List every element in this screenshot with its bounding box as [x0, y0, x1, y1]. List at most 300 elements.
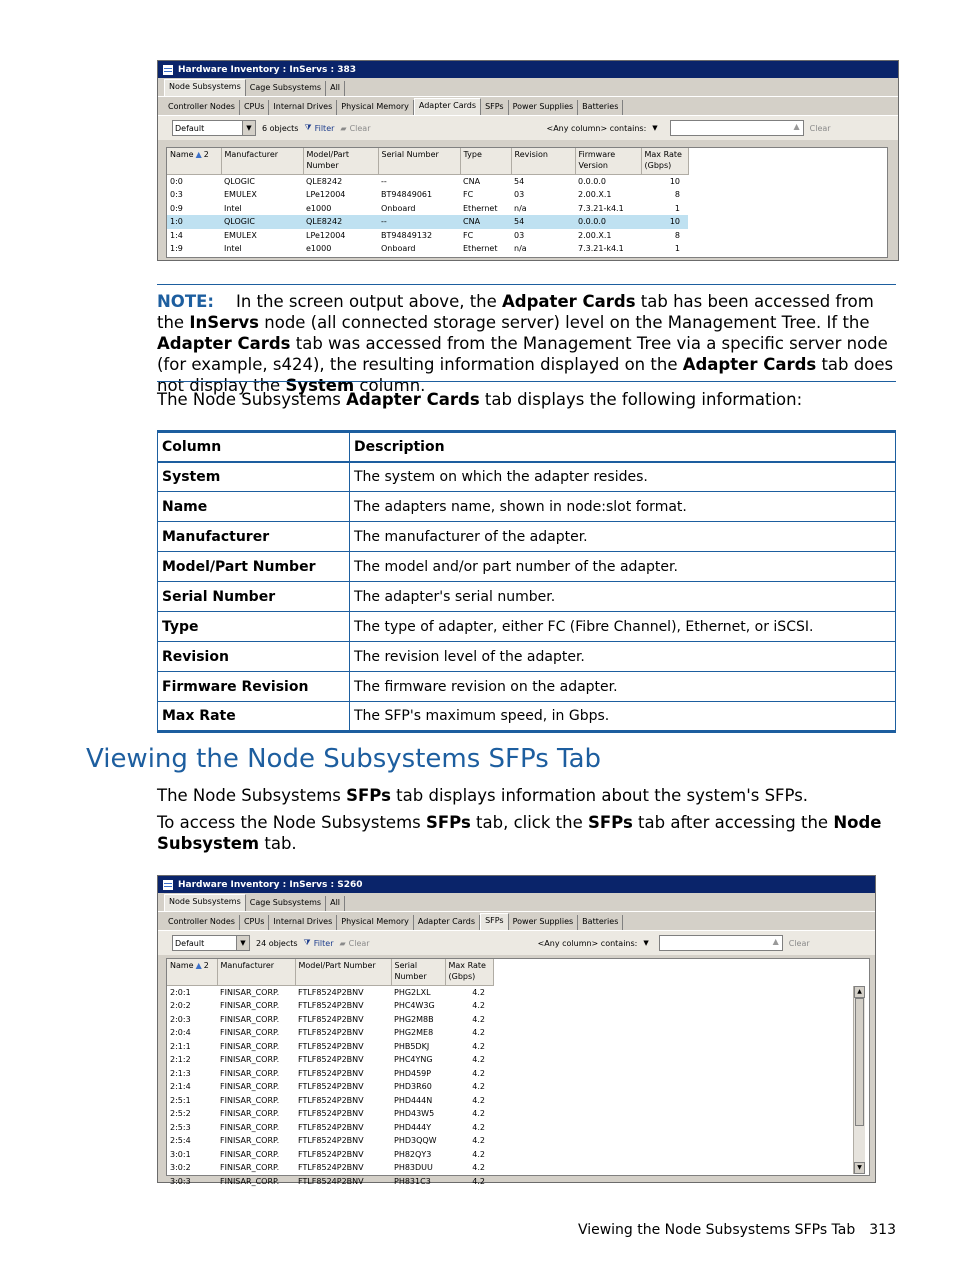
- note-text: In the screen output above, the: [235, 292, 503, 311]
- filter-button[interactable]: [304, 938, 334, 948]
- table-cell: 4.2: [472, 1149, 485, 1159]
- table-cell: 0:9: [170, 203, 183, 213]
- description-header: Description: [350, 432, 896, 462]
- table-row[interactable]: [167, 1121, 493, 1135]
- table-cell: 2:1:4: [170, 1082, 191, 1091]
- tab-physical-memory[interactable]: Physical Memory: [337, 100, 414, 115]
- table-cell: PH83DUU: [394, 1163, 433, 1172]
- col-header-model-part-number[interactable]: [295, 959, 391, 985]
- col-header-revision[interactable]: [511, 148, 575, 174]
- tab-all[interactable]: All: [326, 896, 345, 911]
- chevron-down-icon: ▼: [236, 936, 249, 950]
- table-cell: 2:1:2: [170, 1055, 191, 1064]
- tab-all[interactable]: All: [326, 81, 345, 96]
- para-text: tab displays information about the system's SFPs.: [390, 786, 809, 805]
- table-cell: Onboard: [381, 203, 416, 213]
- table-row[interactable]: [167, 1094, 493, 1108]
- table-cell: 3:0:1: [170, 1149, 191, 1159]
- sort-order: 2: [203, 961, 209, 970]
- table-cell: PHD459P: [394, 1068, 432, 1078]
- definition-term: System: [158, 462, 350, 492]
- table-cell: FTLF8524P2BNV: [298, 1136, 364, 1145]
- table-row[interactable]: [167, 1175, 493, 1189]
- table-cell: 4.2: [472, 1001, 485, 1010]
- any-column-select[interactable]: <Any column> contains:: [537, 938, 638, 948]
- para-bold: Node Subsystem: [157, 813, 882, 853]
- scroll-up-icon[interactable]: ▲: [854, 986, 865, 998]
- table-cell: FINISAR_CORP.: [220, 1149, 280, 1159]
- definition-description: The adapter's serial number.: [350, 582, 896, 612]
- sfps-table: [167, 959, 494, 1188]
- para-text: The Node Subsystems: [157, 786, 347, 805]
- note-bold: InServs: [189, 313, 260, 332]
- table-cell: 0:3: [170, 190, 183, 199]
- chevron-down-icon: ▼: [242, 121, 255, 135]
- view-select[interactable]: [172, 935, 250, 951]
- tab-cpus[interactable]: CPUs: [240, 100, 269, 115]
- table-cell: 1:0: [167, 215, 221, 229]
- table-cell: PHD444Y: [394, 1122, 432, 1132]
- note-text: tab does not display the: [157, 355, 894, 395]
- definition-row: [158, 702, 896, 732]
- page-footer: [578, 1222, 896, 1238]
- table-cell: FTLF8524P2BNV: [298, 1109, 364, 1118]
- table-cell: PHD43W5: [394, 1109, 435, 1118]
- table-cell: FTLF8524P2BNV: [298, 1163, 364, 1172]
- table-row[interactable]: [167, 1161, 493, 1175]
- chevron-down-icon[interactable]: ▼: [643, 939, 649, 947]
- note-text: tab was accessed from the Management Tree via a specific server node (for example, s424), the resulting information displayed on the: [157, 334, 888, 374]
- view-select-value: Default: [175, 123, 205, 133]
- definition-term: Manufacturer: [158, 522, 350, 552]
- clear-search-icon: ▲: [772, 937, 779, 946]
- table-cell: Onboard: [381, 244, 416, 253]
- para-text: The Node Subsystems: [157, 390, 347, 409]
- table-row[interactable]: [167, 1053, 493, 1067]
- tab-batteries[interactable]: Batteries: [578, 915, 623, 930]
- search-input[interactable]: [670, 120, 804, 136]
- para-text: To access the Node Subsystems: [157, 813, 426, 832]
- definition-row: [158, 582, 896, 612]
- column-header: Column: [158, 432, 350, 462]
- col-header-manufacturer[interactable]: [221, 148, 303, 174]
- definition-term: Serial Number: [158, 582, 350, 612]
- table-cell: FINISAR_CORP.: [220, 1095, 280, 1105]
- table-cell: FINISAR_CORP.: [220, 1176, 280, 1186]
- col-header-type[interactable]: [460, 148, 511, 174]
- definition-description: The system on which the adapter resides.: [350, 462, 896, 492]
- table-cell: 4.2: [472, 1082, 485, 1091]
- col-header-label: Serial Number: [381, 150, 439, 159]
- table-cell: 2.00.X.1: [578, 230, 612, 240]
- table-cell: 2.00.X.1: [578, 190, 612, 199]
- column-definition-table: [157, 430, 896, 733]
- table-cell: PHD3QQW: [394, 1136, 437, 1145]
- col-header-label: Manufacturer: [220, 961, 275, 970]
- para-bold: SFPs: [346, 786, 391, 805]
- table-cell: PHG2M8B: [394, 1014, 434, 1024]
- tab-internal-drives[interactable]: Internal Drives: [269, 915, 337, 930]
- col-header-label: Firmware Version: [578, 150, 616, 170]
- tab-batteries[interactable]: Batteries: [578, 100, 623, 115]
- table-cell: 4.2: [472, 1068, 485, 1078]
- clear-search-icon: ▲: [793, 122, 800, 131]
- section-heading: Viewing the Node Subsystems SFPs Tab: [86, 744, 602, 774]
- definition-term: Model/Part Number: [158, 552, 350, 582]
- tab-controller-nodes[interactable]: Controller Nodes: [164, 100, 240, 115]
- col-header-serial-number[interactable]: [391, 959, 445, 985]
- table-cell: FINISAR_CORP.: [220, 1041, 280, 1051]
- tab-sfps[interactable]: SFPs: [481, 100, 509, 115]
- definition-description: The type of adapter, either FC (Fibre Channel), Ethernet, or iSCSI.: [350, 612, 896, 642]
- note-bold: Adapter Cards: [682, 355, 817, 374]
- tab-cage-subsystems[interactable]: Cage Subsystems: [246, 81, 326, 96]
- table-cell: FTLF8524P2BNV: [298, 1095, 364, 1105]
- table-cell: Intel: [224, 244, 242, 253]
- table-cell: 4.2: [472, 1163, 485, 1172]
- col-header-label: Revision: [514, 150, 548, 159]
- table-cell: Intel: [224, 203, 242, 213]
- table-row[interactable]: [167, 229, 688, 243]
- tab-internal-drives[interactable]: Internal Drives: [269, 100, 337, 115]
- table-cell: 1: [674, 203, 680, 213]
- page-number: 313: [869, 1222, 896, 1238]
- definition-row: [158, 462, 896, 492]
- table-row[interactable]: [167, 1134, 493, 1148]
- any-column-select[interactable]: <Any column> contains:: [546, 123, 647, 133]
- col-header-manufacturer[interactable]: [217, 959, 295, 985]
- table-row[interactable]: [167, 1080, 493, 1094]
- sfps-intro-paragraph: [157, 785, 896, 806]
- col-header-label: Model/Part Number: [298, 961, 376, 970]
- table-row[interactable]: [167, 188, 688, 202]
- col-header-label: Model/Part Number: [306, 150, 350, 170]
- table-cell: FTLF8524P2BNV: [298, 987, 364, 997]
- tab-power-supplies[interactable]: Power Supplies: [509, 100, 579, 115]
- table-row[interactable]: [167, 215, 688, 229]
- table-cell: PH831C3: [394, 1176, 431, 1186]
- table-cell: 4.2: [472, 1028, 485, 1037]
- col-header-label: Name: [170, 961, 194, 970]
- table-cell: 4.2: [472, 1095, 485, 1105]
- table-cell: FC: [463, 230, 474, 240]
- clear-button[interactable]: [340, 124, 370, 133]
- view-select-value: Default: [175, 938, 205, 948]
- table-cell: CNA: [463, 176, 481, 186]
- definition-row: [158, 552, 896, 582]
- tab-node-subsystems[interactable]: Node Subsystems: [164, 894, 246, 911]
- table-cell: EMULEX: [224, 230, 257, 240]
- definition-description: The SFP's maximum speed, in Gbps.: [350, 702, 896, 732]
- table-cell: QLE8242: [306, 176, 343, 186]
- table-cell: EMULEX: [224, 190, 257, 199]
- table-cell: 1:4: [170, 230, 183, 240]
- scroll-thumb[interactable]: [855, 998, 864, 1126]
- table-cell: FINISAR_CORP.: [220, 1082, 280, 1091]
- table-cell: 0.0.0.0: [578, 176, 606, 186]
- table-cell: 4.2: [472, 1014, 485, 1024]
- table-cell: 2:5:4: [170, 1136, 191, 1145]
- intro-paragraph: [157, 389, 896, 410]
- table-cell: 10: [669, 176, 680, 186]
- tab-power-supplies[interactable]: Power Supplies: [509, 915, 579, 930]
- table-cell: 2:0:4: [170, 1028, 191, 1037]
- table-cell: FTLF8524P2BNV: [298, 1149, 364, 1159]
- sort-order: 2: [203, 150, 209, 159]
- tab-sfps[interactable]: SFPs: [480, 913, 509, 930]
- window-title: Hardware Inventory : InServs : 383: [178, 64, 356, 75]
- table-cell: 2:5:3: [170, 1122, 191, 1132]
- note-bold: System: [285, 376, 355, 395]
- table-cell: n/a: [514, 203, 527, 213]
- table-row[interactable]: [167, 1026, 493, 1040]
- table-cell: FTLF8524P2BNV: [298, 1176, 364, 1186]
- col-header-firmware-version[interactable]: [575, 148, 641, 174]
- tab-adapter-cards[interactable]: Adapter Cards: [414, 98, 481, 115]
- definition-term: Max Rate: [158, 702, 350, 732]
- tab-node-subsystems[interactable]: Node Subsystems: [164, 79, 246, 96]
- col-header-max-rate-gbps[interactable]: [445, 959, 493, 985]
- grid-icon: [163, 880, 173, 890]
- table-cell: FTLF8524P2BNV: [298, 1055, 364, 1064]
- table-cell: QLOGIC: [224, 176, 255, 186]
- col-header-label: Max Rate (Gbps): [644, 150, 682, 170]
- table-cell: FINISAR_CORP.: [220, 987, 280, 997]
- table-cell: 3:0:3: [170, 1176, 191, 1186]
- table-cell: 1: [674, 244, 680, 253]
- chevron-down-icon[interactable]: ▼: [652, 124, 658, 132]
- col-header-label: Name: [170, 150, 194, 159]
- filter-toolbar: [158, 116, 898, 140]
- para-bold: SFPs: [426, 813, 471, 832]
- search-input[interactable]: [659, 935, 783, 951]
- table-cell: FTLF8524P2BNV: [298, 1001, 364, 1010]
- table-cell: 1:9: [170, 244, 183, 253]
- clear-button[interactable]: [340, 939, 370, 948]
- table-cell: e1000: [306, 203, 332, 213]
- clear-search-button[interactable]: Clear: [809, 123, 831, 133]
- table-cell: 2:0:3: [170, 1014, 191, 1024]
- para-text: tab.: [259, 834, 297, 853]
- table-cell: BT94849061: [381, 190, 433, 199]
- para-text: tab displays the following information:: [479, 390, 803, 409]
- table-cell: 03: [514, 230, 525, 240]
- table-cell: 4.2: [472, 1136, 485, 1145]
- table-cell: 7.3.21-k4.1: [578, 203, 624, 213]
- clear-label: Clear: [349, 123, 371, 133]
- para-text: tab, click the: [470, 813, 589, 832]
- adapter-cards-grid: [166, 147, 888, 258]
- col-header-name[interactable]: [167, 148, 221, 174]
- table-cell: PHC4W3G: [394, 1001, 435, 1010]
- table-cell: PHC4YNG: [394, 1055, 433, 1064]
- table-cell: 03: [514, 190, 525, 199]
- definition-row: [158, 672, 896, 702]
- window-title: Hardware Inventory : InServs : S260: [178, 879, 363, 890]
- col-header-label: Type: [463, 150, 482, 159]
- table-cell: FINISAR_CORP.: [220, 1136, 280, 1145]
- table-cell: 0.0.0.0: [575, 215, 641, 229]
- definition-description: The manufacturer of the adapter.: [350, 522, 896, 552]
- table-row[interactable]: [167, 999, 493, 1013]
- window-titlebar: [158, 61, 898, 78]
- eraser-icon: ▰: [339, 938, 346, 948]
- table-cell: FINISAR_CORP.: [220, 1122, 280, 1132]
- note-top-rule: [157, 284, 896, 285]
- eraser-icon: ▰: [340, 123, 347, 133]
- note-bold: Adapter Cards: [157, 334, 291, 353]
- table-cell: 2:5:1: [170, 1095, 191, 1105]
- table-cell: 4.2: [472, 1055, 485, 1064]
- col-header-max-rate-gbps[interactable]: [641, 148, 688, 174]
- main-tabs: [158, 893, 875, 912]
- filter-button[interactable]: [304, 123, 334, 133]
- table-row[interactable]: [167, 985, 493, 999]
- sort-ascending-icon: ▲: [195, 150, 202, 159]
- note-text: tab has been accessed from the: [157, 292, 874, 332]
- table-cell: 54: [514, 176, 525, 186]
- para-bold: SFPs: [588, 813, 633, 832]
- table-cell: FINISAR_CORP.: [220, 1068, 280, 1078]
- table-cell: FTLF8524P2BNV: [298, 1082, 364, 1091]
- clear-label: Clear: [348, 938, 370, 948]
- definition-row: [158, 612, 896, 642]
- tab-controller-nodes[interactable]: Controller Nodes: [164, 915, 240, 930]
- definition-description: The firmware revision on the adapter.: [350, 672, 896, 702]
- col-header-model-part-number[interactable]: [303, 148, 378, 174]
- table-cell: 3:0:2: [170, 1163, 191, 1172]
- table-cell: CNA: [460, 215, 511, 229]
- table-row[interactable]: [167, 1148, 493, 1162]
- note-text: column.: [354, 376, 426, 395]
- note-text: node (all connected storage server) level on the Management Tree. If the: [259, 313, 870, 332]
- table-cell: PH82QY3: [394, 1149, 432, 1159]
- tab-physical-memory[interactable]: Physical Memory: [337, 915, 414, 930]
- table-cell: Ethernet: [463, 244, 498, 253]
- grid-icon: [163, 65, 173, 75]
- definition-term: Firmware Revision: [158, 672, 350, 702]
- table-row[interactable]: [167, 1013, 493, 1027]
- footer-title: Viewing the Node Subsystems SFPs Tab: [577, 1222, 856, 1238]
- filter-icon: ⧩: [303, 938, 311, 947]
- filter-toolbar: [158, 931, 875, 955]
- table-cell: PHG2LXL: [394, 987, 431, 997]
- view-select[interactable]: [172, 120, 256, 136]
- tab-cage-subsystems[interactable]: Cage Subsystems: [246, 896, 326, 911]
- tab-cpus[interactable]: CPUs: [240, 915, 269, 930]
- table-cell: FC: [463, 190, 474, 199]
- main-tabs: [158, 78, 898, 97]
- table-cell: --: [378, 215, 460, 229]
- table-cell: 54: [511, 215, 575, 229]
- table-row[interactable]: [167, 1040, 493, 1054]
- tab-adapter-cards[interactable]: Adapter Cards: [414, 915, 480, 930]
- table-cell: 2:1:3: [170, 1068, 191, 1078]
- table-cell: 4.2: [472, 987, 485, 997]
- table-row[interactable]: [167, 202, 688, 216]
- adapter-cards-table: [167, 148, 689, 256]
- table-cell: 10: [641, 215, 688, 229]
- table-cell: PHD3R60: [394, 1082, 432, 1091]
- table-cell: BT94849132: [381, 230, 433, 240]
- definition-term: Revision: [158, 642, 350, 672]
- vertical-scrollbar[interactable]: [853, 986, 865, 1174]
- para-text: tab after accessing the: [632, 813, 834, 832]
- col-header-name[interactable]: [167, 959, 217, 985]
- table-row[interactable]: [167, 1107, 493, 1121]
- sort-ascending-icon: ▲: [195, 961, 202, 970]
- table-cell: FINISAR_CORP.: [220, 1055, 280, 1064]
- col-header-label: Manufacturer: [224, 150, 279, 159]
- table-cell: 2:1:1: [170, 1041, 191, 1051]
- table-cell: FINISAR_CORP.: [220, 1028, 280, 1037]
- definition-term: Name: [158, 492, 350, 522]
- note-bottom-rule: [157, 381, 896, 382]
- table-cell: 2:0:1: [170, 987, 191, 997]
- object-count: 6 objects: [262, 123, 299, 133]
- para-bold: Adapter Cards: [346, 390, 480, 409]
- col-header-serial-number[interactable]: [378, 148, 460, 174]
- table-cell: 4.2: [472, 1109, 485, 1118]
- definition-row: [158, 522, 896, 552]
- grid-header-row: [167, 148, 688, 174]
- table-cell: FINISAR_CORP.: [220, 1001, 280, 1010]
- table-cell: 2:5:2: [170, 1109, 191, 1118]
- definition-row: [158, 642, 896, 672]
- table-cell: FTLF8524P2BNV: [298, 1028, 364, 1037]
- note-label: NOTE:: [157, 292, 214, 311]
- table-cell: FINISAR_CORP.: [220, 1109, 280, 1118]
- clear-search-button[interactable]: Clear: [788, 938, 810, 948]
- scroll-down-icon[interactable]: ▼: [854, 1162, 865, 1174]
- table-cell: FTLF8524P2BNV: [298, 1122, 364, 1132]
- sub-tabs: [158, 912, 875, 931]
- table-cell: 0:0: [170, 176, 183, 186]
- table-cell: QLE8242: [303, 215, 378, 229]
- object-count: 24 objects: [256, 938, 298, 948]
- table-cell: LPe12004: [306, 190, 346, 199]
- table-cell: 4.2: [472, 1041, 485, 1051]
- filter-label: Filter: [313, 938, 334, 948]
- table-cell: PHG2ME8: [394, 1028, 434, 1037]
- definition-description: The adapters name, shown in node:slot format.: [350, 492, 896, 522]
- table-cell: FTLF8524P2BNV: [298, 1068, 364, 1078]
- table-cell: PHB5DKJ: [394, 1041, 430, 1051]
- table-cell: QLOGIC: [221, 215, 303, 229]
- table-row[interactable]: [167, 242, 688, 256]
- table-cell: 2:0:2: [170, 1001, 191, 1010]
- table-cell: Ethernet: [463, 203, 498, 213]
- table-cell: FTLF8524P2BNV: [298, 1041, 364, 1051]
- note-bold: Adpater Cards: [502, 292, 636, 311]
- table-row[interactable]: [167, 1067, 493, 1081]
- hardware-inventory-screenshot-sfps: [157, 875, 876, 1186]
- table-cell: n/a: [514, 244, 527, 253]
- table-cell: 8: [674, 190, 680, 199]
- table-cell: e1000: [306, 244, 332, 253]
- grid-header-row: [167, 959, 493, 985]
- access-instructions-paragraph: [157, 812, 896, 854]
- hardware-inventory-screenshot-adapter-cards: [157, 60, 899, 261]
- table-row[interactable]: [167, 174, 688, 188]
- col-header-label: Max Rate (Gbps): [448, 961, 486, 981]
- table-cell: --: [381, 176, 387, 186]
- table-cell: 4.2: [472, 1176, 485, 1186]
- definition-description: The revision level of the adapter.: [350, 642, 896, 672]
- table-cell: 8: [674, 230, 680, 240]
- filter-label: Filter: [314, 123, 335, 133]
- table-cell: LPe12004: [306, 230, 346, 240]
